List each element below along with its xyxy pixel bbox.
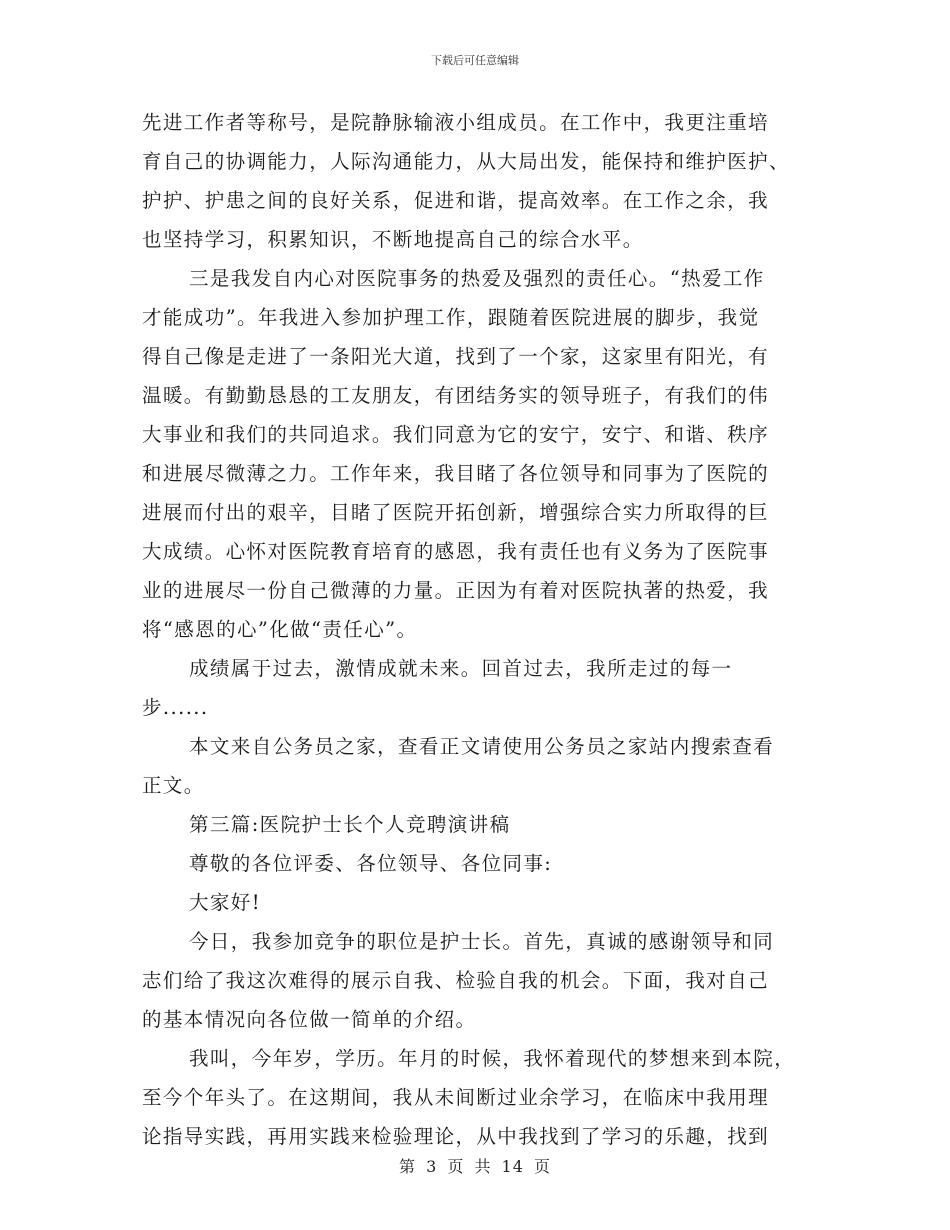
text-line: 三是我发自内心对医院事务的热爱及强烈的责任心。“热爱工作 (189, 267, 765, 290)
text-line: 正文。 (142, 774, 205, 797)
document-body (142, 103, 812, 1156)
text-line: 也坚持学习，积累知识，不断地提高自己的综合水平。 (142, 228, 644, 251)
text-line: 进展而付出的艰辛，目睹了医院开拓创新，增强综合实力所取得的巨 (142, 501, 770, 524)
text-line: 今日，我参加竞争的职位是护士长。首先，真诚的感谢领导和同 (189, 930, 775, 953)
text-line: 将“感恩的心”化做“责任心”。 (142, 618, 418, 641)
text-line: 大成绩。心怀对医院教育培育的感恩，我有责任也有义务为了医院事 (142, 540, 770, 563)
text-line: 的基本情况向各位做一简单的介绍。 (142, 1008, 477, 1031)
text-line: 成绩属于过去，激情成就未来。回首过去，我所走过的每一 (189, 657, 733, 680)
text-line: 本文来自公务员之家，查看正文请使用公务员之家站内搜索查看 (189, 735, 775, 758)
page-footer: 第 3 页 共 14 页 (399, 1157, 551, 1176)
text-line: 我叫，今年岁，学历。年月的时候，我怀着现代的梦想来到本院， (189, 1047, 796, 1070)
text-line: 得自己像是走进了一条阳光大道，找到了一个家，这家里有阳光，有 (142, 345, 770, 368)
text-line: 大事业和我们的共同追求。我们同意为它的安宁，安宁、和谐、秩序 (142, 423, 770, 446)
text-line: 才能成功”。年我进入参加护理工作，跟随着医院进展的脚步，我觉 (142, 306, 760, 329)
page-header: 下载后可任意编辑 (431, 54, 519, 67)
text-line: 至今个年头了。在这期间，我从未间断过业余学习，在临床中我用理 (142, 1086, 770, 1109)
text-line: 护护、护患之间的良好关系，促进和谐，提高效率。在工作之余，我 (142, 189, 770, 212)
text-line: 尊敬的各位评委、各位领导、各位同事: (189, 852, 553, 875)
text-line: 业的进展尽一份自己微薄的力量。正因为有着对医院执著的热爱，我 (142, 579, 770, 602)
text-line: 第三篇:医院护士长个人竞聘演讲稿 (189, 813, 511, 836)
text-line: 志们给了我这次难得的展示自我、检验自我的机会。下面，我对自己 (142, 969, 770, 992)
text-line: 和进展尽微薄之力。工作年来，我目睹了各位领导和同事为了医院的 (142, 462, 770, 485)
text-line: 育自己的协调能力，人际沟通能力，从大局出发，能保持和维护医护、 (142, 150, 790, 173)
text-line: 论指导实践，再用实践来检验理论，从中我找到了学习的乐趣，找到 (142, 1125, 770, 1148)
text-line: 大家好! (189, 891, 261, 914)
text-line: 先进工作者等称号，是院静脉输液小组成员。在工作中，我更注重培 (142, 111, 770, 134)
text-line: 步...... (142, 696, 209, 719)
text-line: 温暖。有勤勤恳恳的工友朋友，有团结务实的领导班子，有我们的伟 (142, 384, 770, 407)
